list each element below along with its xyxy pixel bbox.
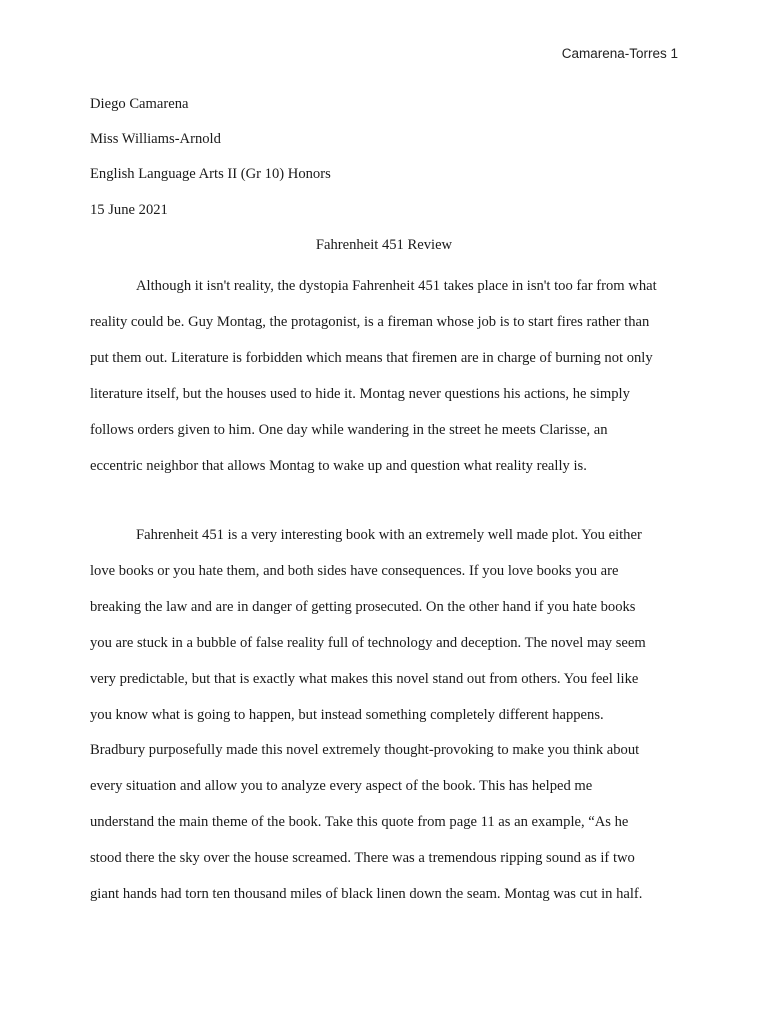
instructor-name: Miss Williams-Arnold bbox=[90, 131, 221, 147]
document-date: 15 June 2021 bbox=[90, 202, 168, 218]
paragraph-line: giant hands had torn ten thousand miles of black linen down the seam. Montag was cut in half. bbox=[90, 886, 643, 902]
paragraph-line: you know what is going to happen, but instead something completely different happens. bbox=[90, 707, 604, 723]
paragraph-line: understand the main theme of the book. Take this quote from page 11 as an example, “As he bbox=[90, 814, 629, 830]
paragraph-line: stood there the sky over the house screamed. There was a tremendous ripping sound as if two bbox=[90, 850, 635, 866]
paragraph-line: eccentric neighbor that allows Montag to wake up and question what reality really is. bbox=[90, 458, 587, 474]
paragraph-line: Bradbury purposefully made this novel extremely thought-provoking to make you think about bbox=[90, 742, 640, 758]
running-header: Camarena-Torres 1 bbox=[561, 46, 678, 61]
paragraph-line: put them out. Literature is forbidden which means that firemen are in charge of burning not only bbox=[90, 350, 653, 366]
document-title: Fahrenheit 451 Review bbox=[315, 237, 453, 253]
paragraph-line: every situation and allow you to analyze every aspect of the book. This has helped me bbox=[90, 778, 593, 794]
paragraph-line: Although it isn't reality, the dystopia Fahrenheit 451 takes place in isn't too far from what bbox=[136, 278, 657, 294]
paragraph-line: you are stuck in a bubble of false reality full of technology and deception. The novel may seem bbox=[90, 635, 646, 651]
author-name: Diego Camarena bbox=[90, 96, 189, 112]
paragraph-line: Fahrenheit 451 is a very interesting book with an extremely well made plot. You either bbox=[136, 527, 642, 543]
paragraph-line: love books or you hate them, and both sides have consequences. If you love books you are bbox=[90, 563, 619, 579]
paragraph-line: literature itself, but the houses used to hide it. Montag never questions his actions, he simply bbox=[90, 386, 630, 402]
paragraph-line: follows orders given to him. One day while wandering in the street he meets Clarisse, an bbox=[90, 422, 608, 438]
paragraph-line: reality could be. Guy Montag, the protagonist, is a fireman whose job is to start fires rather than bbox=[90, 314, 650, 330]
paragraph-line: very predictable, but that is exactly what makes this novel stand out from others. You feel like bbox=[90, 671, 639, 687]
course-name: English Language Arts II (Gr 10) Honors bbox=[90, 166, 331, 182]
paragraph-line: breaking the law and are in danger of getting prosecuted. On the other hand if you hate books bbox=[90, 599, 636, 615]
